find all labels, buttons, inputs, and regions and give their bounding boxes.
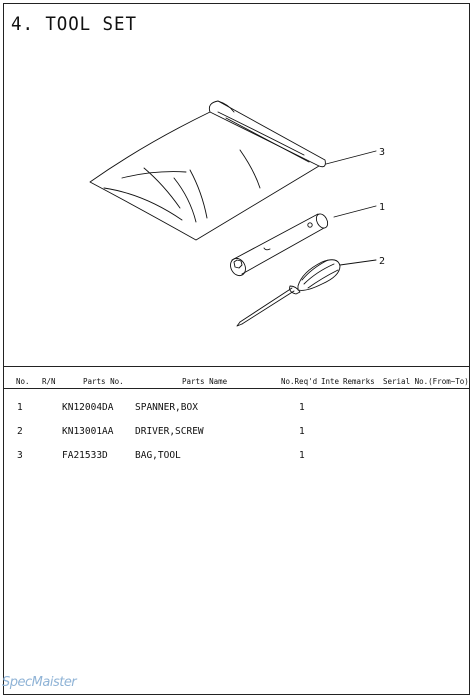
watermark-text: SpecMaister: [2, 675, 77, 690]
row-parts-no: FA21533D: [62, 450, 108, 461]
row-no: 2: [17, 426, 23, 437]
row-parts-name: SPANNER,BOX: [135, 402, 198, 413]
row-parts-name: DRIVER,SCREW: [135, 426, 204, 437]
table-top-rule: [4, 366, 469, 367]
row-parts-no: KN13001AA: [62, 426, 114, 437]
row-no: 1: [17, 402, 23, 413]
col-parts-no: Parts No.: [83, 377, 124, 386]
row-qty: 1: [299, 450, 305, 461]
callout-2: 2: [379, 256, 386, 267]
tool-bag-drawing: [90, 101, 325, 240]
row-parts-name: BAG,TOOL: [135, 450, 181, 461]
col-inte: Inte: [321, 377, 340, 386]
col-serial: Serial No.(From~To): [383, 377, 469, 386]
row-qty: 1: [299, 426, 305, 437]
col-parts-name: Parts Name: [182, 377, 228, 386]
col-rn: R/N: [42, 377, 56, 386]
table-header-rule: [4, 388, 469, 389]
col-reqd: No.Req'd: [281, 377, 318, 386]
row-no: 3: [17, 450, 23, 461]
row-parts-no: KN12004DA: [62, 402, 114, 413]
leader-line-1: [334, 206, 376, 217]
col-no: No.: [16, 377, 30, 386]
page-title: 4. TOOL SET: [11, 13, 137, 35]
watermark-logo: [1, 671, 77, 697]
parts-illustration: [4, 60, 469, 360]
leader-line-3: [326, 151, 376, 164]
callout-3: 3: [379, 147, 386, 158]
screwdriver-drawing: [237, 260, 340, 326]
callout-1: 1: [379, 202, 386, 213]
leader-line-2: [340, 260, 376, 265]
col-remarks: Remarks: [343, 377, 375, 386]
row-qty: 1: [299, 402, 305, 413]
